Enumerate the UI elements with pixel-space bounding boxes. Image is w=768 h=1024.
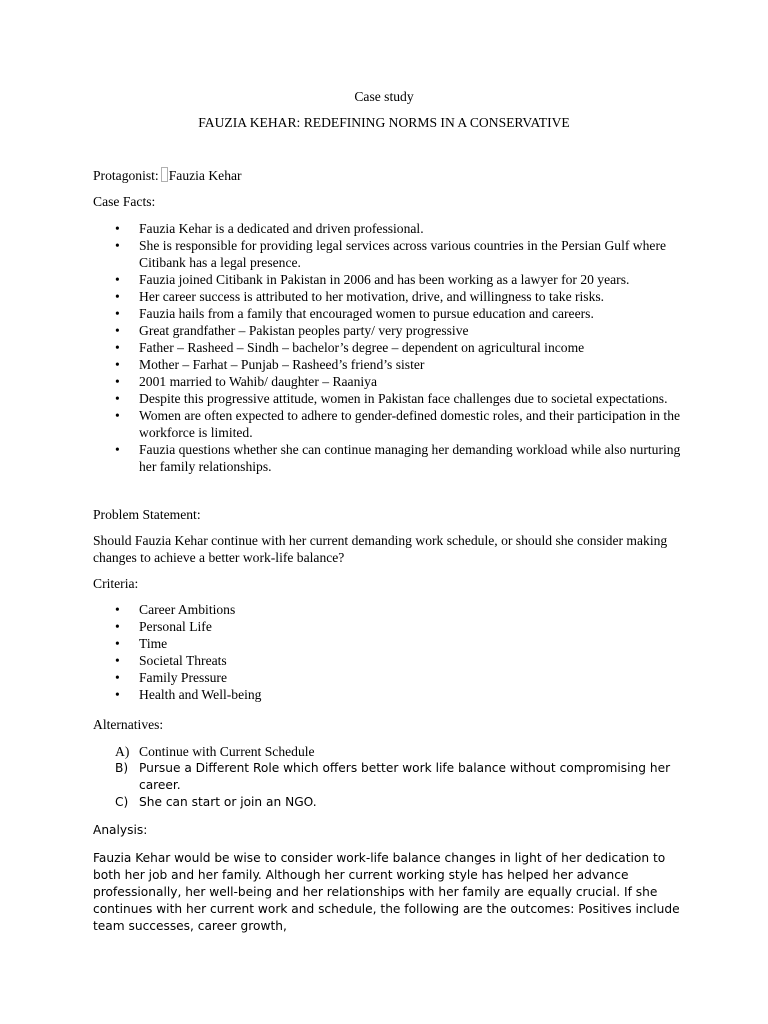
alternative-marker: C) <box>115 795 129 809</box>
list-item: • Mother – Farhat – Punjab – Rasheed’s friend’s sister <box>93 356 683 373</box>
problem-statement-label: Problem Statement: <box>93 507 201 522</box>
case-facts-list <box>93 220 683 475</box>
protagonist-name: Fauzia Kehar <box>168 168 242 183</box>
list-item: • Personal Life <box>93 618 683 635</box>
list-item: • Societal Threats <box>93 652 683 669</box>
list-item: • Fauzia hails from a family that encouraged women to pursue education and careers. <box>93 305 683 322</box>
problem-statement-text: Should Fauzia Kehar continue with her current demanding work schedule, or should she consider making changes to achieve a better work-life balance? <box>93 533 668 565</box>
list-item: • Career Ambitions <box>93 601 683 618</box>
criteria-list <box>93 601 683 703</box>
list-item: • Fauzia joined Citibank in Pakistan in 2006 and has been working as a lawyer for 20 years. <box>93 271 683 288</box>
protagonist-label: Protagonist: <box>93 168 159 183</box>
missing-glyph-box <box>161 167 168 182</box>
alternative-text: She can start or join an NGO. <box>139 795 317 809</box>
analysis-text: Fauzia Kehar would be wise to consider work-life balance changes in light of her dedication to both her job and her family. Although her current working style has helped her advance professionally, her well-being and her relationships with her family are equally crucial. If she continues with her current work and schedule, the following are the outcomes: Positives include team successes, career growth, <box>93 851 680 933</box>
analysis-label: Analysis: <box>93 823 148 837</box>
list-item <box>93 760 683 794</box>
list-item <box>93 794 683 811</box>
list-item: • Women are often expected to adhere to gender-defined domestic roles, and their participation in the workforce is limited. <box>93 407 683 441</box>
alternative-text: Pursue a Different Role which offers better work life balance without compromising her career. <box>139 761 671 792</box>
alternatives-list <box>93 743 683 811</box>
alternative-text: Continue with Current Schedule <box>139 744 315 759</box>
case-facts-label: Case Facts: <box>93 194 156 209</box>
list-item: • Great grandfather – Pakistan peoples party/ very progressive <box>93 322 683 339</box>
list-item: • Fauzia Kehar is a dedicated and driven professional. <box>93 220 683 237</box>
list-item: • Family Pressure <box>93 669 683 686</box>
alternative-marker: A) <box>115 744 130 759</box>
list-item: • Time <box>93 635 683 652</box>
protagonist-line <box>93 167 683 184</box>
criteria-label: Criteria: <box>93 576 139 591</box>
list-item: • Her career success is attributed to her motivation, drive, and willingness to take risks. <box>93 288 683 305</box>
doc-heading: Case study <box>354 89 414 104</box>
list-item: • Fauzia questions whether she can continue managing her demanding workload while also nurturing her family relationships. <box>93 441 683 475</box>
list-item: • Despite this progressive attitude, women in Pakistan face challenges due to societal expectations. <box>93 390 683 407</box>
list-item: • Father – Rasheed – Sindh – bachelor’s degree – dependent on agricultural income <box>93 339 683 356</box>
list-item: • Health and Well-being <box>93 686 683 703</box>
alternative-marker: B) <box>115 761 129 775</box>
list-item <box>93 743 683 760</box>
doc-title: FAUZIA KEHAR: REDEFINING NORMS IN A CONSERVATIVE <box>198 115 570 130</box>
list-item: • She is responsible for providing legal services across various countries in the Persian Gulf where Citibank has a legal presence. <box>93 237 683 271</box>
alternatives-label: Alternatives: <box>93 717 164 732</box>
list-item: • 2001 married to Wahib/ daughter – Raaniya <box>93 373 683 390</box>
